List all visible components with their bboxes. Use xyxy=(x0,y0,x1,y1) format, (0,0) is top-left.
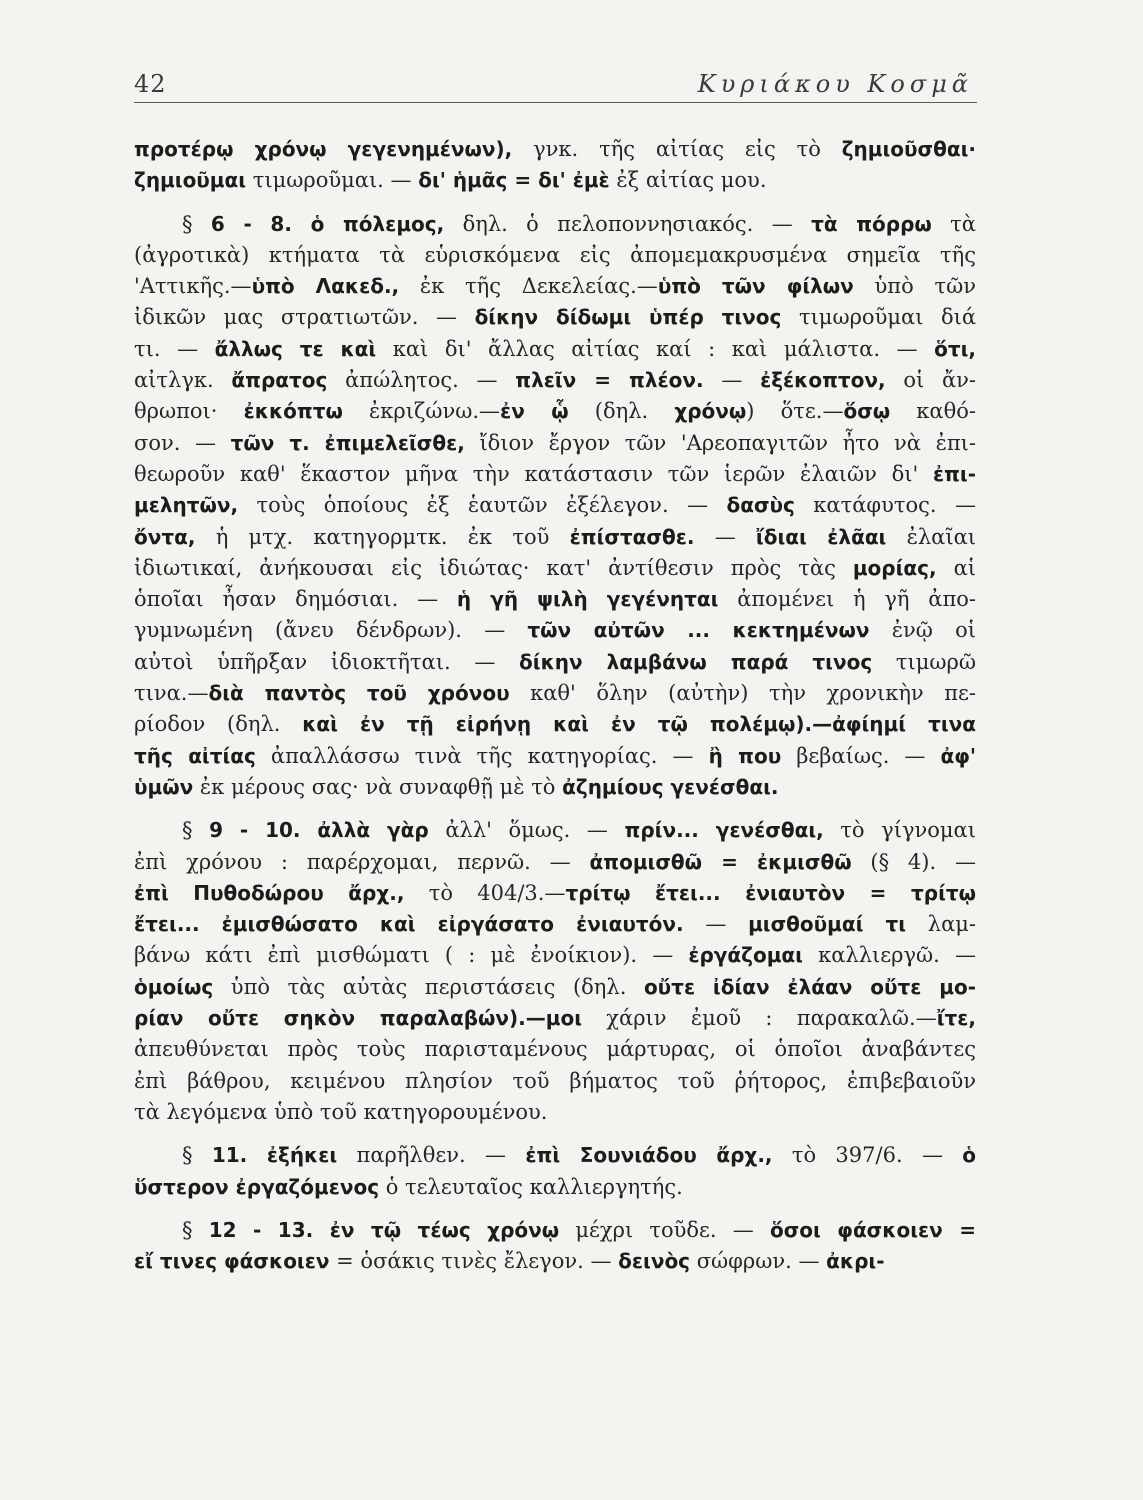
gloss-text: ὁ τελευταῖος καλλιεργητής. xyxy=(379,1174,683,1199)
paragraph xyxy=(134,1140,976,1203)
gloss-text: αὐτοὶ ὑπῆρξαν ἰδιοκτῆται. — xyxy=(134,649,520,674)
gloss-text: κατάφυτος. — xyxy=(794,493,976,518)
gloss-text: § xyxy=(182,1217,209,1242)
gloss-text: τινα.— xyxy=(134,681,209,706)
gloss-text: τιμωρῶ xyxy=(872,649,976,674)
gloss-text: ἐκριζώνω.— xyxy=(342,399,501,424)
lemma-term: ρίαν οὔτε σηκὸν παραλαβών).—μοι xyxy=(134,1006,583,1031)
lemma-term: ἀκρι- xyxy=(826,1249,885,1274)
lemma-term: ὄντα, xyxy=(134,524,196,549)
text-line xyxy=(134,334,976,365)
commentary-text xyxy=(134,134,976,1289)
gloss-text: ρίοδον (δηλ. xyxy=(134,712,303,737)
gloss-text: ) ὅτε.— xyxy=(746,399,844,424)
lemma-term: χρόνῳ xyxy=(674,399,747,424)
lemma-term: πλεῖν = πλέον. xyxy=(515,368,704,393)
lemma-term: τῆς αἰτίας xyxy=(134,743,256,768)
text-line xyxy=(134,1097,976,1128)
gloss-text: (§ 4). — xyxy=(851,849,976,874)
gloss-text: θρωποι· xyxy=(134,399,244,424)
gloss-text: ἡ μτχ. κατηγορμτκ. ἐκ τοῦ xyxy=(195,524,570,549)
lemma-term: ὁ xyxy=(962,1143,976,1168)
lemma-term: εἴ τινες φάσκοιεν xyxy=(134,1249,330,1274)
lemma-term: ἐπι- xyxy=(932,461,976,486)
lemma-term: ἐπίστασθε. xyxy=(569,524,695,549)
lemma-term: ἐκκόπτω xyxy=(243,399,343,424)
gloss-text: (ἀγροτικὰ) κτήματα τὰ εὑρισκόμενα εἰς ἀπομεμακρυσμένα σημεῖα τῆς xyxy=(134,242,976,267)
paragraph xyxy=(134,209,976,804)
gloss-text: ἐνῷ οἱ xyxy=(869,618,976,643)
gloss-text: ἐκ τῆς Δεκελείας.— xyxy=(399,274,658,299)
text-line xyxy=(134,1066,976,1097)
lemma-term: μελητῶν, xyxy=(134,493,239,518)
lemma-term: ἡ γῆ ψιλὴ γεγένηται xyxy=(456,587,719,612)
lemma-term: 11. ἐξήκει xyxy=(211,1143,338,1168)
lemma-term: τῶν τ. ἐπιμελεῖσθε, xyxy=(230,430,465,455)
gloss-text: βεβαίως. — xyxy=(781,743,941,768)
lemma-term: δασὺς xyxy=(726,493,795,518)
lemma-term: ὁμοίως xyxy=(134,974,214,999)
gloss-text: ἀπευθύνεται πρὸς τοὺς παρισταμένους μάρτυρας, οἱ ὁποῖοι ἀναβάντες xyxy=(134,1037,976,1062)
gloss-text: γυμνωμένη (ἄνευ δένδρων). — xyxy=(134,618,528,643)
gloss-text: — xyxy=(694,524,756,549)
gloss-text: καὶ δι' ἄλλας αἰτίας καί : καὶ μάλιστα. — xyxy=(376,336,935,361)
text-line xyxy=(134,134,976,165)
gloss-text: παρῆλθεν. — xyxy=(337,1143,526,1168)
text-line xyxy=(134,240,976,271)
gloss-text: τὸ 404/3.— xyxy=(404,880,566,905)
gloss-text: ἀπώλητος. — xyxy=(327,368,516,393)
text-line xyxy=(134,302,976,333)
lemma-term: ἐπὶ Πυθοδώρου ἄρχ., xyxy=(134,880,405,905)
header-rule xyxy=(134,102,977,103)
text-line xyxy=(134,365,976,396)
lemma-term: ὅτι, xyxy=(934,336,976,361)
gloss-text: σον. — xyxy=(134,430,231,455)
text-line xyxy=(134,396,976,427)
gloss-text: καλλιεργῶ. — xyxy=(802,943,976,968)
gloss-text: βάνω κάτι ἐπὶ μισθώματι ( : μὲ ἐνοίκιον). — xyxy=(134,943,689,968)
lemma-term: ἢ που xyxy=(708,743,782,768)
text-line xyxy=(134,1215,976,1246)
gloss-text: αἰτλγκ. xyxy=(134,368,232,393)
text-line xyxy=(134,1003,976,1034)
lemma-term: ἀφ' xyxy=(940,743,976,768)
gloss-text: γνκ. τῆς αἰτίας εἰς τὸ xyxy=(512,137,842,161)
gloss-text: σώφρων. — xyxy=(690,1249,827,1274)
lemma-term: 6 - 8. ὁ πόλεμος, xyxy=(210,211,445,236)
lemma-term: καὶ ἐν τῇ εἰρήνῃ καὶ ἐν τῷ πολέμῳ).—ἀφίημί τινα xyxy=(302,712,976,737)
lemma-term: ὕστερον ἐργαζόμενος xyxy=(134,1174,380,1199)
text-line xyxy=(134,271,976,302)
gloss-text: ἰδικῶν μας στρατιωτῶν. — xyxy=(134,305,475,330)
lemma-term: πρίν... γενέσθαι, xyxy=(624,818,824,843)
lemma-term: ὑπὸ Λακεδ., xyxy=(251,274,400,299)
gloss-text: τιμωροῦμαι διά xyxy=(781,305,976,330)
lemma-term: ζημιοῦμαι xyxy=(134,168,247,193)
gloss-text: — xyxy=(703,368,761,393)
text-line xyxy=(134,940,976,971)
text-line xyxy=(134,1140,976,1171)
text-line xyxy=(134,553,976,584)
gloss-text: ὁποῖαι ἦσαν δημόσιαι. — xyxy=(134,587,457,612)
text-line xyxy=(134,522,976,553)
text-line xyxy=(134,972,976,1003)
lemma-term: δεινὸς xyxy=(618,1249,691,1274)
lemma-term: τὰ πόρρω xyxy=(811,211,932,236)
gloss-text: χάριν ἐμοῦ : παρακαλῶ.— xyxy=(582,1006,937,1031)
gloss-text: ἀλλ' ὅμως. — xyxy=(428,818,625,843)
gloss-text: καθ' ὅλην (αὐτὴν) τὴν χρονικὴν πε- xyxy=(509,681,976,706)
text-line xyxy=(134,209,976,240)
gloss-text: οἱ ἄν- xyxy=(885,368,976,393)
gloss-text: τὸ 397/6. — xyxy=(772,1143,963,1168)
text-line xyxy=(134,428,976,459)
gloss-text: § xyxy=(182,818,210,843)
lemma-term: ὅσῳ xyxy=(843,399,891,424)
gloss-text: τὸ γίγνομαι xyxy=(823,818,976,843)
text-line xyxy=(134,878,976,909)
gloss-text: ἐκ μέρους σας· νὰ συναφθῇ μὲ τὸ xyxy=(193,774,563,799)
gloss-text: ἀπομένει ἡ γῆ ἀπο- xyxy=(718,587,976,612)
lemma-term: ἀπομισθῶ = ἐκμισθῶ xyxy=(589,849,852,874)
text-line xyxy=(134,615,976,646)
gloss-text: ἰδιωτικαί, ἀνήκουσαι εἰς ἰδιώτας· κατ' ἀντίθεσιν πρὸς τὰς xyxy=(134,555,853,580)
lemma-term: διὰ παντὸς τοῦ χρόνου xyxy=(208,681,510,706)
lemma-term: μισθοῦμαί τι xyxy=(748,912,907,937)
gloss-text: § xyxy=(182,211,211,236)
gloss-text: δηλ. ὁ πελοποννησιακός. — xyxy=(444,211,812,236)
paragraph xyxy=(134,815,976,1128)
text-line xyxy=(134,490,976,521)
text-line xyxy=(134,165,976,196)
text-line xyxy=(134,741,976,772)
lemma-term: ἐξέκοπτον, xyxy=(760,368,886,393)
gloss-text: μέχρι τοῦδε. — xyxy=(559,1217,770,1242)
gloss-text: ἴδιον ἔργον τῶν 'Αρεοπαγιτῶν ἦτο νὰ ἐπι- xyxy=(464,430,976,455)
text-line xyxy=(134,709,976,740)
gloss-text: θεωροῦν καθ' ἕκαστον μῆνα τὴν κατάστασιν τῶν ἱερῶν ἐλαιῶν δι' xyxy=(134,461,933,486)
lemma-term: ἴδιαι ἐλᾶαι xyxy=(755,524,887,549)
text-line xyxy=(134,772,976,803)
gloss-text: τοὺς ὁποίους ἐξ ἑαυτῶν ἐξέλεγον. — xyxy=(238,493,727,518)
gloss-text: ἐξ αἰτίας μου. xyxy=(609,168,767,193)
gloss-text: ἐλαῖαι xyxy=(886,524,976,549)
gloss-text: καθό- xyxy=(890,399,976,424)
lemma-term: ἴτε, xyxy=(936,1006,976,1031)
lemma-term: τῶν αὐτῶν ... κεκτημένων xyxy=(527,618,870,643)
lemma-term: ἄπρατος xyxy=(231,368,328,393)
lemma-term: οὔτε ἰδίαν ἐλάαν οὔτε μο- xyxy=(643,974,976,999)
text-line xyxy=(134,1034,976,1065)
lemma-term: ἄλλως τε καὶ xyxy=(214,336,377,361)
text-line xyxy=(134,909,976,940)
lemma-term: ἔτει... ἐμισθώσατο καὶ εἰργάσατο ἐνιαυτόν. xyxy=(134,912,684,937)
lemma-term: ἐν ᾧ xyxy=(500,399,569,424)
lemma-term: προτέρῳ χρόνῳ γεγενημένων), xyxy=(134,137,513,161)
gloss-text: αἱ xyxy=(936,555,976,580)
lemma-term: ζημιοῦσθαι· xyxy=(841,137,976,161)
text-line xyxy=(134,459,976,490)
gloss-text: ἀπαλλάσσω τινὰ τῆς κατηγορίας. — xyxy=(255,743,709,768)
lemma-term: ἐπὶ Σουνιάδου ἄρχ., xyxy=(525,1143,773,1168)
lemma-term: ὑπὸ τῶν φίλων xyxy=(657,274,854,299)
running-title: Κυριάκου Κοσμᾶ xyxy=(697,70,973,98)
paragraph xyxy=(134,1215,976,1278)
text-line xyxy=(134,847,976,878)
gloss-text: ἐπὶ χρόνου : παρέρχομαι, περνῶ. — xyxy=(134,849,590,874)
text-line xyxy=(134,647,976,678)
gloss-text: τὰ xyxy=(931,211,976,236)
gloss-text: τιμωροῦμαι. — xyxy=(246,168,419,193)
lemma-term: δίκην λαμβάνω παρά τινος xyxy=(519,649,873,674)
gloss-text: ὑπὸ τῶν xyxy=(853,274,976,299)
lemma-term: 12 - 13. ἐν τῷ τέως χρόνῳ xyxy=(208,1217,560,1242)
lemma-term: δίκην δίδωμι ὑπέρ τινος xyxy=(474,305,782,330)
paragraph xyxy=(134,134,976,197)
gloss-text: § xyxy=(182,1143,212,1168)
lemma-term: ἀζημίους γενέσθαι. xyxy=(562,774,779,799)
gloss-text: ὑπὸ τὰς αὐτὰς περιστάσεις (δηλ. xyxy=(213,974,644,999)
text-line xyxy=(134,678,976,709)
gloss-text: — xyxy=(683,912,749,937)
gloss-text: = ὁσάκις τινὲς ἔλεγον. — xyxy=(329,1249,619,1274)
lemma-term: τρίτῳ ἔτει... ἐνιαυτὸν = τρίτῳ xyxy=(565,880,976,905)
gloss-text: τι. — xyxy=(134,336,215,361)
gloss-text: 'Αττικῆς.— xyxy=(134,274,252,299)
text-line xyxy=(134,1246,976,1277)
gloss-text: τὰ λεγόμενα ὑπὸ τοῦ κατηγορουμένου. xyxy=(134,1099,548,1124)
lemma-term: ὅσοι φάσκοιεν = xyxy=(769,1217,976,1242)
page-number: 42 xyxy=(134,70,167,98)
text-line xyxy=(134,584,976,615)
text-line xyxy=(134,815,976,846)
lemma-term: 9 - 10. ἀλλὰ γὰρ xyxy=(209,818,429,843)
gloss-text: λαμ- xyxy=(906,912,976,937)
lemma-term: δι' ἡμᾶς = δι' ἐμὲ xyxy=(418,168,610,193)
gloss-text: (δηλ. xyxy=(568,399,675,424)
text-line xyxy=(134,1172,976,1203)
lemma-term: ὑμῶν xyxy=(134,774,194,799)
gloss-text: ἐπὶ βάθρου, κειμένου πλησίον τοῦ βήματος τοῦ ῥήτορος, ἐπιβεβαιοῦν xyxy=(134,1068,976,1093)
lemma-term: ἐργάζομαι xyxy=(688,943,803,968)
lemma-term: μορίας, xyxy=(852,555,937,580)
